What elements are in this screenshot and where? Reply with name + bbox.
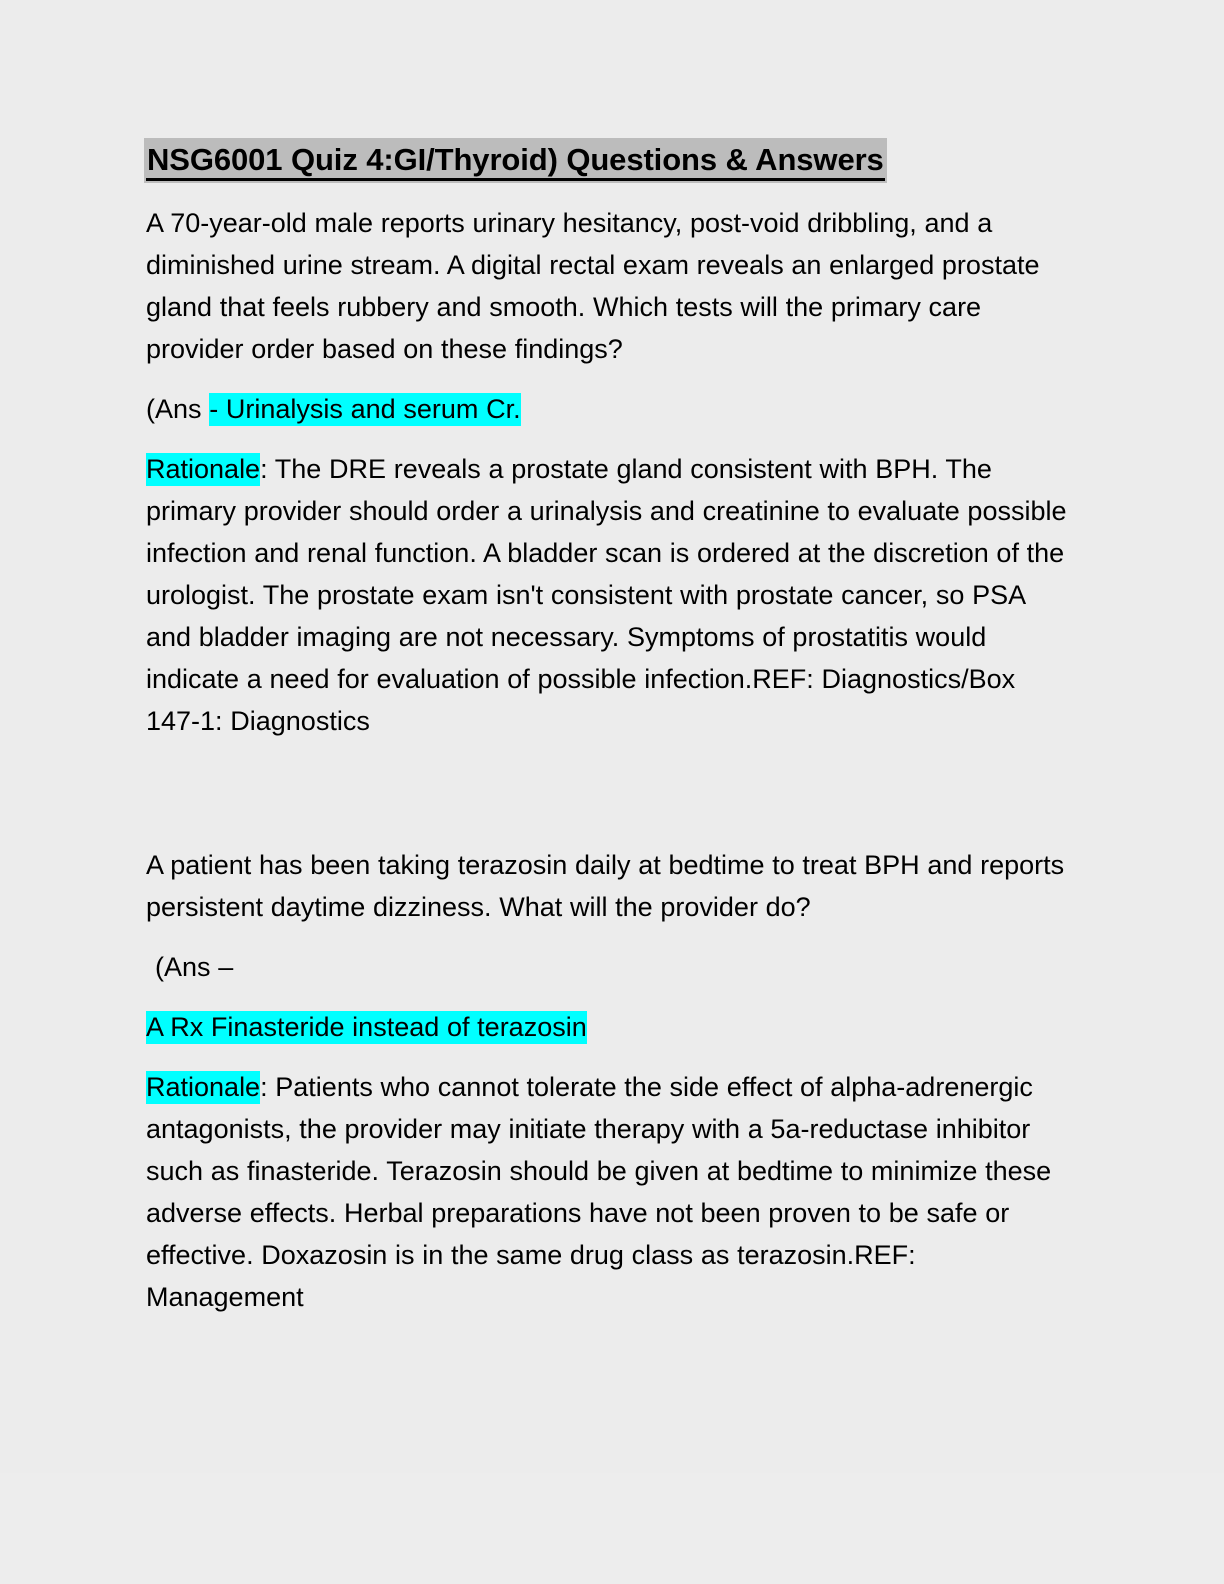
rationale-label-1: Rationale [146,454,261,485]
document-body [146,140,1076,1336]
question-1-text: A 70-year-old male reports urinary hesitancy, post-void dribbling, and a diminished urine stream. A digital rectal exam reveals an enlarged prostate gland that feels rubbery and smooth. Which tests will the primary care provider order based on these findings? [146,208,1040,365]
answer-highlight-1: - Urinalysis and serum Cr. [209,394,521,425]
question-2-text: A patient has been taking terazosin daily at bedtime to treat BPH and reports persistent daytime dizziness. What will the provider do? [146,850,1065,923]
rationale-label-2: Rationale [146,1072,261,1103]
rationale-text-2: Patients who cannot tolerate the side effect of alpha-adrenergic antagonists, the provider may initiate therapy with a 5a-reductase inhibitor such as finasteride. Terazosin should be given at bedtime to minimize these adverse effects. Herbal preparations have not been proven to be safe or effective. Doxazosin is in the same drug class as terazosin.REF: Management [146,1072,1052,1313]
page-title [146,140,1076,180]
rationale-separator-2: : [260,1072,276,1103]
answer-prefix-1: (Ans [146,394,210,425]
question-2-answer [146,1006,1076,1048]
question-1-answer [146,388,1076,430]
section-spacer [146,760,1076,844]
question-2-rationale [146,1066,1076,1318]
question-1-rationale [146,448,1076,742]
rationale-text-1: The DRE reveals a prostate gland consistent with BPH. The primary provider should order a urinalysis and creatinine to evaluate possible infection and renal function. A bladder scan is ordered at the discretion of the urologist. The prostate exam isn't consistent with prostate cancer, so PSA and bladder imaging are not necessary. Symptoms of prostatitis would indicate a need for evaluation of possible infection.REF: Diagnostics/Box 147-1: Diagnostics [146,454,1067,737]
page-title-text: NSG6001 Quiz 4:GI/Thyroid) Questions & Answers [146,140,885,181]
rationale-separator-1: : [260,454,275,485]
answer-highlight-2: A Rx Finasteride instead of terazosin [146,1012,587,1043]
question-2-answer-prefix: (Ans – [155,952,234,983]
